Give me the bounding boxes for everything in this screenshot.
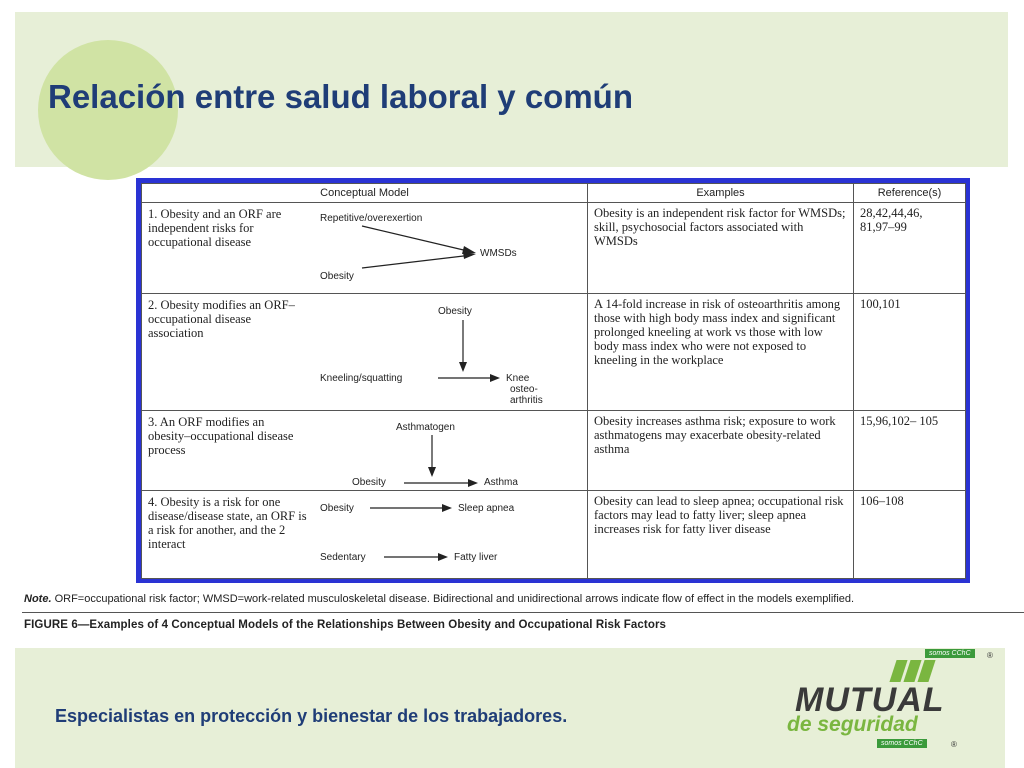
- model-description: 4. Obesity is a risk for one disease/disease state, an ORF is a risk for another, and the 2 interact: [148, 495, 307, 551]
- column-header: Reference(s): [854, 184, 966, 203]
- arrow-diagram: [142, 411, 588, 491]
- table-row: [142, 491, 966, 579]
- references-cell: 100,101: [854, 294, 966, 411]
- mutual-logo: [785, 645, 1010, 749]
- model-label: Obesity: [438, 306, 472, 317]
- examples-cell: Obesity increases asthma risk; exposure to work asthmatogens may exacerbate obesity-related asthma: [588, 411, 854, 491]
- divider: [22, 612, 1024, 613]
- model-label: Asthmatogen: [396, 422, 455, 433]
- model-label: Fatty liver: [454, 552, 498, 563]
- model-label: WMSDs: [480, 248, 517, 259]
- note-label: Note.: [24, 593, 52, 605]
- arrow-diagram: [142, 294, 588, 411]
- conceptual-model-cell: [142, 294, 588, 411]
- model-description: 3. An ORF modifies an obesity–occupational disease process: [148, 415, 294, 457]
- model-label: Asthma: [484, 477, 518, 488]
- arrow-diagram: [142, 491, 588, 579]
- table-row: [142, 294, 966, 411]
- model-label: Sleep apnea: [458, 503, 515, 514]
- logo-tag-bottom: somos CChC: [877, 739, 927, 748]
- references-cell: 15,96,102– 105: [854, 411, 966, 491]
- note-text: ORF=occupational risk factor; WMSD=work-related musculoskeletal disease. Bidirectional and unidirectional arrows indicate flow of effect in the models exemplified.: [54, 593, 855, 605]
- figure-note: [24, 593, 854, 605]
- model-label: osteo-: [510, 384, 538, 395]
- registered-mark: ®: [951, 740, 957, 749]
- conceptual-model-cell: [142, 203, 588, 294]
- conceptual-model-cell: [142, 491, 588, 579]
- logo-subtitle: de seguridad: [787, 713, 918, 736]
- logo-wordmark: MUTUAL: [795, 681, 945, 719]
- registered-mark: ®: [987, 651, 993, 660]
- model-label: Repetitive/overexertion: [320, 213, 423, 224]
- figure-caption: FIGURE 6—Examples of 4 Conceptual Models of the Relationships Between Obesity and Occupational Risk Factors: [24, 619, 667, 631]
- model-label: Obesity: [352, 477, 386, 488]
- model-description: 1. Obesity and an ORF are independent risks for occupational disease: [148, 207, 282, 249]
- arrow-diagram: [142, 203, 588, 294]
- examples-cell: A 14-fold increase in risk of osteoarthritis among those with high body mass index and significant prolonged kneeling at work vs those with low body mass index who were not exposed to kneeling in the workplace: [588, 294, 854, 411]
- model-description: 2. Obesity modifies an ORF–occupational disease association: [148, 298, 295, 340]
- column-header: Conceptual Model: [142, 184, 588, 203]
- slide-title: Relación entre salud laboral y común: [48, 78, 633, 115]
- examples-cell: Obesity can lead to sleep apnea; occupational risk factors may lead to fatty liver; sleep apnea increases risk for fatty liver disease: [588, 491, 854, 579]
- table-row: [142, 411, 966, 491]
- references-cell: 106–108: [854, 491, 966, 579]
- table-row: [142, 203, 966, 294]
- logo-tag-top: somos CChC: [925, 649, 975, 658]
- figure-table-container: [141, 183, 965, 578]
- model-label: Sedentary: [320, 552, 366, 563]
- figure-table-frame: [136, 178, 970, 583]
- model-label: Knee: [506, 373, 530, 384]
- model-label: arthritis: [510, 395, 543, 406]
- table-header-row: [142, 184, 966, 203]
- column-header: Examples: [588, 184, 854, 203]
- conceptual-model-cell: [142, 411, 588, 491]
- examples-cell: Obesity is an independent risk factor for WMSDs; skill, psychosocial factors associated with WMSDs: [588, 203, 854, 294]
- model-label: Obesity: [320, 503, 354, 514]
- footer-tagline: Especialistas en protección y bienestar de los trabajadores.: [55, 706, 568, 726]
- references-cell: 28,42,44,46, 81,97–99: [854, 203, 966, 294]
- model-label: Kneeling/squatting: [320, 373, 403, 384]
- conceptual-model-table: [141, 183, 966, 579]
- model-label: Obesity: [320, 271, 354, 282]
